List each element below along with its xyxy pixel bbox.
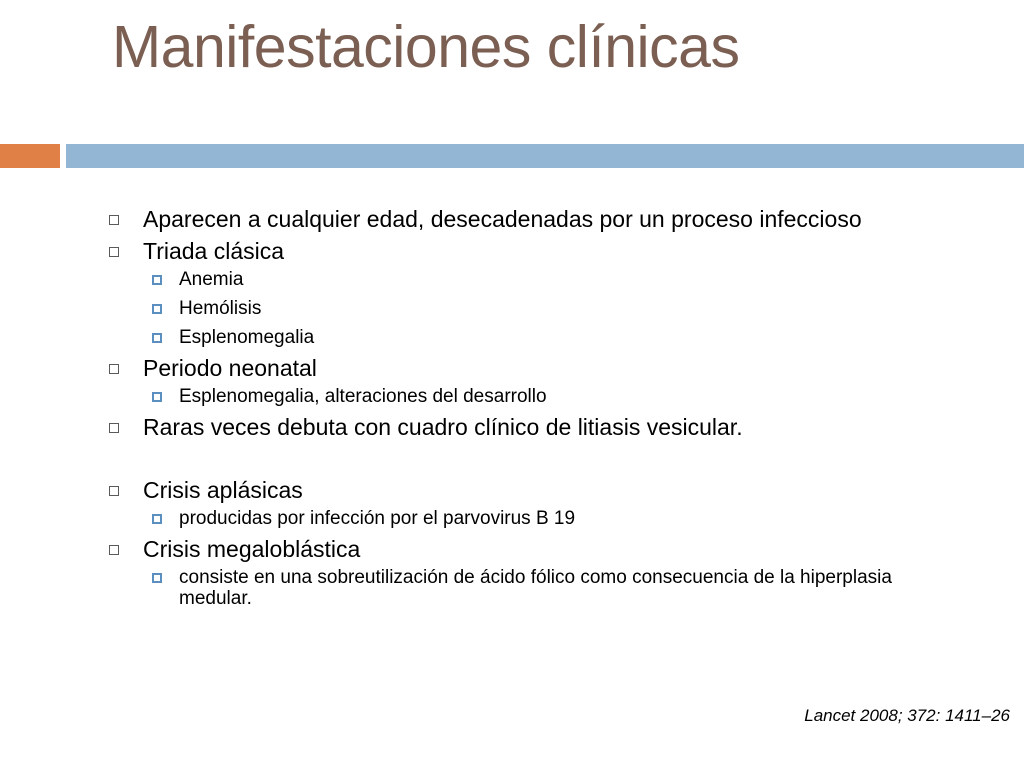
slide-title: Manifestaciones clínicas: [112, 14, 740, 80]
bullet-text: Triada clásica: [143, 238, 285, 264]
bullet-text: Periodo neonatal: [143, 355, 317, 381]
square-sub-bullet-icon: [152, 333, 162, 343]
square-sub-bullet-icon: [152, 275, 162, 285]
hollow-square-bullet-icon: [109, 486, 119, 496]
bullet-item: [106, 479, 966, 529]
bullet-item: [106, 357, 966, 407]
bullet-item: [106, 416, 966, 439]
square-sub-bullet-icon: [152, 392, 162, 402]
sub-bullet-text: Esplenomegalia, alteraciones del desarrollo: [179, 386, 547, 407]
hollow-square-bullet-icon: [109, 545, 119, 555]
bullet-item: [106, 538, 966, 609]
sub-bullet-text: producidas por infección por el parvovirus B 19: [179, 508, 576, 529]
title-divider-band: [66, 144, 1024, 168]
sub-bullet-text: consiste en una sobreutilización de ácido fólico como consecuencia de la hiperplasia medular.: [179, 567, 892, 609]
sub-bullet-text: Esplenomegalia: [179, 327, 315, 348]
hollow-square-bullet-icon: [109, 423, 119, 433]
title-accent-bar: [0, 144, 60, 168]
hollow-square-bullet-icon: [109, 247, 119, 257]
square-sub-bullet-icon: [152, 573, 162, 583]
sub-bullet-item: [143, 298, 966, 319]
sub-bullet-list: [143, 508, 966, 529]
square-sub-bullet-icon: [152, 304, 162, 314]
sub-bullet-list: [143, 386, 966, 407]
bullet-list: [106, 208, 966, 609]
bullet-item: [106, 240, 966, 348]
sub-bullet-text: Anemia: [179, 269, 244, 290]
citation: Lancet 2008; 372: 1411–26: [804, 706, 1010, 725]
square-sub-bullet-icon: [152, 514, 162, 524]
sub-bullet-item: [143, 269, 966, 290]
sub-bullet-list: [143, 567, 966, 609]
hollow-square-bullet-icon: [109, 364, 119, 374]
bullet-text: Crisis megaloblástica: [143, 536, 361, 562]
bullet-item: [106, 208, 966, 231]
hollow-square-bullet-icon: [109, 215, 119, 225]
sub-bullet-list: [143, 269, 966, 348]
bullet-text: Aparecen a cualquier edad, desecadenadas por un proceso infeccioso: [143, 206, 862, 232]
sub-bullet-item: [143, 567, 966, 609]
sub-bullet-item: [143, 327, 966, 348]
bullet-text: Raras veces debuta con cuadro clínico de litiasis vesicular.: [143, 414, 743, 440]
sub-bullet-item: [143, 386, 966, 407]
sub-bullet-item: [143, 508, 966, 529]
bullet-text: Crisis aplásicas: [143, 477, 303, 503]
sub-bullet-text: Hemólisis: [179, 298, 262, 319]
